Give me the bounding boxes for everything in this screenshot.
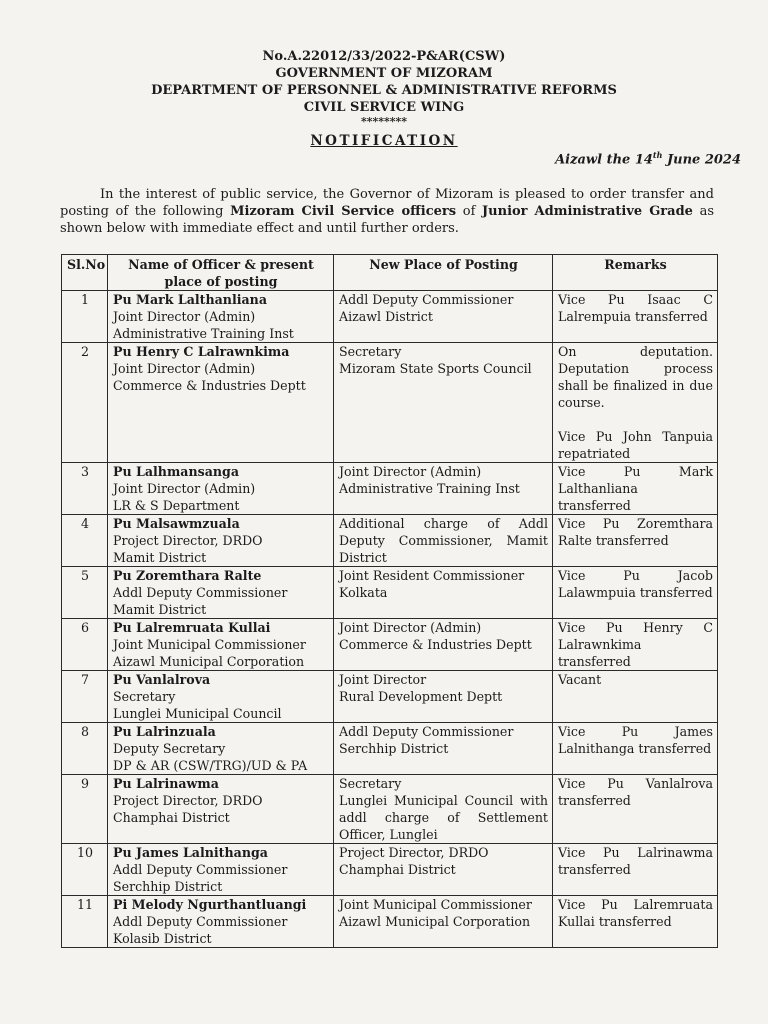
new-place-cell	[334, 671, 553, 723]
new-place-line: Joint Municipal Commissioner	[339, 897, 532, 912]
new-place-line: Project Director, DRDO	[339, 845, 489, 860]
officer-cell	[108, 619, 334, 671]
remarks-spacer	[558, 411, 713, 428]
remarks-line: Vice Pu Mark Lalthanliana transferred	[558, 464, 713, 513]
new-place-line: Aizawl District	[339, 309, 433, 324]
table-row	[62, 567, 718, 619]
present-posting-line: Joint Director (Admin)	[113, 481, 256, 496]
present-posting-line: Mamit District	[113, 550, 207, 565]
header-name: Name of Officer & present place of posting	[108, 255, 334, 291]
table-row	[62, 775, 718, 844]
new-place-cell	[334, 463, 553, 515]
new-place-line: Administrative Training Inst	[339, 481, 520, 496]
new-place-line: Joint Director (Admin)	[339, 620, 482, 635]
intro-text-3: as shown below with immediate effect and until further orders.	[60, 204, 714, 236]
present-posting-line: Lunglei Municipal Council	[113, 706, 282, 721]
remarks-line: Vice Pu Jacob Lalawmpuia transferred	[558, 568, 713, 600]
officer-cell	[108, 671, 334, 723]
remarks-cell	[553, 567, 718, 619]
new-place-cell	[334, 844, 553, 896]
officer-name: Pu Lalhmansanga	[113, 464, 239, 479]
serial-number: 11	[62, 896, 108, 948]
table-row	[62, 463, 718, 515]
new-place-line: Kolkata	[339, 585, 388, 600]
officer-name: Pu Malsawmzuala	[113, 516, 240, 531]
reference-number: No.A.22012/33/2022-P&AR(CSW)	[262, 49, 506, 64]
header-remarks: Remarks	[553, 255, 718, 291]
table-row	[62, 515, 718, 567]
present-posting-line: Deputy Secretary	[113, 741, 226, 756]
remarks-line: Vacant	[558, 672, 602, 687]
new-place-cell	[334, 515, 553, 567]
remarks-cell	[553, 463, 718, 515]
serial-number: 5	[62, 567, 108, 619]
present-posting-line: Commerce & Industries Deptt	[113, 378, 306, 393]
remarks-line: Vice Pu Isaac C Lalrempuia transferred	[558, 292, 713, 324]
dateline-suffix: June 2024	[662, 152, 741, 168]
remarks-line: Vice Pu Lalremruata Kullai transferred	[558, 897, 713, 929]
serial-number: 7	[62, 671, 108, 723]
officer-cell	[108, 775, 334, 844]
notification-title: NOTIFICATION	[310, 133, 458, 149]
officer-cell	[108, 291, 334, 343]
remarks-cell	[553, 723, 718, 775]
remarks-cell	[553, 619, 718, 671]
new-place-line: Mizoram State Sports Council	[339, 361, 532, 376]
new-place-line: Rural Development Deptt	[339, 689, 503, 704]
remarks-line: Vice Pu Zoremthara Ralte transferred	[558, 516, 713, 548]
officer-name: Pu Henry C Lalrawnkima	[113, 344, 290, 359]
new-place-cell	[334, 567, 553, 619]
officer-cell	[108, 515, 334, 567]
table-body	[62, 291, 718, 948]
officer-name: Pu Zoremthara Ralte	[113, 568, 262, 583]
remarks-cell	[553, 775, 718, 844]
present-posting-line: Kolasib District	[113, 931, 212, 946]
new-place-line: Commerce & Industries Deptt	[339, 637, 532, 652]
new-place-line: Joint Director	[339, 672, 427, 687]
present-posting-line: Addl Deputy Commissioner	[113, 862, 288, 877]
present-posting-line: Joint Municipal Commissioner	[113, 637, 306, 652]
dateline-prefix: Aizawl the 14	[555, 152, 653, 168]
remarks-line: Vice Pu Lalrinawma transferred	[558, 845, 713, 877]
table-row	[62, 896, 718, 948]
new-place-cell	[334, 291, 553, 343]
intro-text-1: In the interest of public service, the Governor of Mizoram is pleased to order transfer and posting of the following	[60, 187, 714, 219]
table-header-row	[62, 255, 718, 291]
new-place-cell	[334, 775, 553, 844]
serial-number: 8	[62, 723, 108, 775]
posting-table	[61, 254, 718, 948]
officer-name: Pu Lalrinzuala	[113, 724, 216, 739]
table-row	[62, 723, 718, 775]
remarks-line: Vice Pu James Lalnithanga transferred	[558, 724, 713, 756]
new-place-cell	[334, 896, 553, 948]
present-posting-line: DP & AR (CSW/TRG)/UD & PA	[113, 758, 308, 773]
officer-cell	[108, 896, 334, 948]
intro-bold-2: Junior Administrative Grade	[482, 204, 693, 219]
serial-number: 10	[62, 844, 108, 896]
header-sl: Sl.No	[62, 255, 108, 291]
present-posting-line: Joint Director (Admin)	[113, 361, 256, 376]
new-place-line: Addl Deputy Commissioner	[339, 724, 514, 739]
new-place-line: Joint Director (Admin)	[339, 464, 482, 479]
new-place-line: Secretary	[339, 344, 402, 359]
present-posting-line: Serchhip District	[113, 879, 223, 894]
present-posting-line: Project Director, DRDO	[113, 793, 263, 808]
present-posting-line: Project Director, DRDO	[113, 533, 263, 548]
intro-text-2: of	[456, 204, 483, 219]
remarks-line: Vice Pu John Tanpuia repatriated	[558, 429, 713, 461]
officer-name: Pu Vanlalrova	[113, 672, 211, 687]
table-row	[62, 619, 718, 671]
serial-number: 4	[62, 515, 108, 567]
new-place-line: Lunglei Municipal Council with addl charge of Settlement Officer, Lunglei	[339, 793, 548, 842]
table-row	[62, 343, 718, 463]
present-posting-line: Secretary	[113, 689, 176, 704]
officer-name: Pu Lalremruata Kullai	[113, 620, 271, 635]
new-place-line: Champhai District	[339, 862, 456, 877]
table-row	[62, 291, 718, 343]
officer-cell	[108, 723, 334, 775]
new-place-cell	[334, 343, 553, 463]
intro-bold-1: Mizoram Civil Service officers	[230, 204, 457, 219]
serial-number: 2	[62, 343, 108, 463]
header-new-place: New Place of Posting	[334, 255, 553, 291]
serial-number: 9	[62, 775, 108, 844]
dateline	[555, 150, 741, 167]
officer-cell	[108, 343, 334, 463]
table-row	[62, 671, 718, 723]
new-place-line: Secretary	[339, 776, 402, 791]
new-place-line: Addl Deputy Commissioner	[339, 292, 514, 307]
table-row	[62, 844, 718, 896]
dateline-sup: th	[652, 150, 663, 160]
stars-separator: ********	[360, 115, 408, 128]
officer-name: Pu Mark Lalthanliana	[113, 292, 267, 307]
remarks-cell	[553, 343, 718, 463]
new-place-line: Serchhip District	[339, 741, 449, 756]
officer-name: Pu Lalrinawma	[113, 776, 219, 791]
remarks-cell	[553, 844, 718, 896]
wing-heading: CIVIL SERVICE WING	[303, 100, 465, 115]
present-posting-line: Addl Deputy Commissioner	[113, 914, 288, 929]
new-place-line: Additional charge of Addl Deputy Commissioner, Mamit District	[339, 516, 548, 565]
present-posting-line: Mamit District	[113, 602, 207, 617]
remarks-cell	[553, 671, 718, 723]
officer-cell	[108, 463, 334, 515]
officer-cell	[108, 844, 334, 896]
government-heading: GOVERNMENT OF MIZORAM	[275, 66, 493, 81]
present-posting-line: Aizawl Municipal Corporation	[113, 654, 305, 669]
serial-number: 1	[62, 291, 108, 343]
new-place-line: Aizawl Municipal Corporation	[339, 914, 531, 929]
remarks-line: On deputation. Deputation process shall be finalized in due course.	[558, 344, 713, 410]
department-heading: DEPARTMENT OF PERSONNEL & ADMINISTRATIVE REFORMS	[151, 83, 617, 98]
officer-name: Pi Melody Ngurthantluangi	[113, 897, 307, 912]
serial-number: 6	[62, 619, 108, 671]
remarks-cell	[553, 896, 718, 948]
new-place-cell	[334, 723, 553, 775]
serial-number: 3	[62, 463, 108, 515]
remarks-line: Vice Pu Vanlalrova transferred	[558, 776, 713, 808]
present-posting-line: Administrative Training Inst	[113, 326, 294, 341]
present-posting-line: LR & S Department	[113, 498, 240, 513]
new-place-cell	[334, 619, 553, 671]
intro-paragraph	[60, 186, 714, 237]
remarks-line: Vice Pu Henry C Lalrawnkima transferred	[558, 620, 713, 669]
new-place-line: Joint Resident Commissioner	[339, 568, 525, 583]
remarks-cell	[553, 515, 718, 567]
present-posting-line: Joint Director (Admin)	[113, 309, 256, 324]
officer-name: Pu James Lalnithanga	[113, 845, 268, 860]
present-posting-line: Addl Deputy Commissioner	[113, 585, 288, 600]
officer-cell	[108, 567, 334, 619]
present-posting-line: Champhai District	[113, 810, 230, 825]
remarks-cell	[553, 291, 718, 343]
